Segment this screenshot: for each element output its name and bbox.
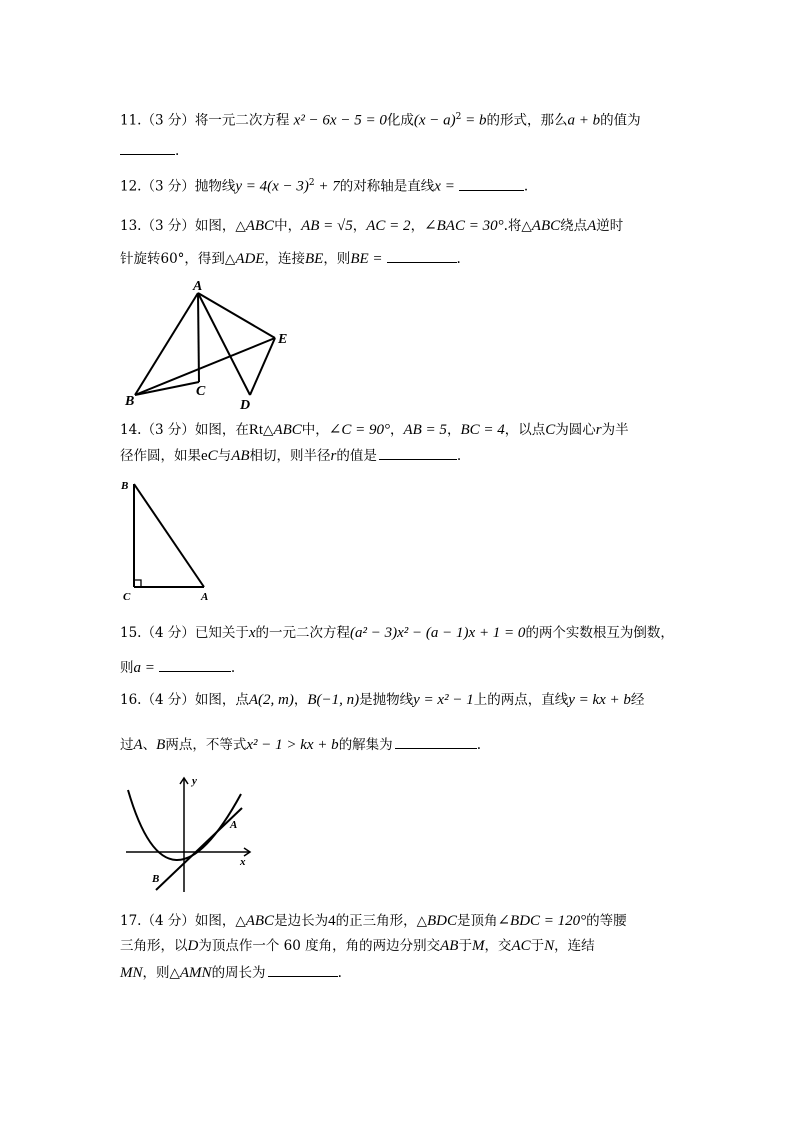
answer-blank-q13[interactable]	[387, 248, 457, 263]
q14-text: 14.（3 分）如图，在	[120, 422, 249, 438]
q13-text: ，则	[323, 251, 351, 267]
q16-text: 两点，不等式	[165, 737, 247, 753]
q17-angle: ∠BDC = 120°	[497, 913, 587, 929]
answer-blank-q12[interactable]	[459, 176, 524, 191]
q11-text: 化成	[386, 112, 414, 129]
q14-text: 中，	[301, 422, 329, 438]
q11-target-form-rhs: = b	[461, 112, 487, 129]
q16-line-eq: y = kx + b	[568, 692, 631, 708]
q14-point-c: C	[207, 448, 218, 464]
q15-text: 的两个实数根互为倒数，	[525, 625, 674, 641]
q13-line1: 13.（3 分）如图，△ABC中，AB = √5，AC = 2，∠BAC = 30°.将△ABC绕点A逆时	[120, 218, 624, 234]
q13-text: 绕点	[560, 218, 588, 234]
q13-ab: AB = √5	[301, 218, 353, 234]
q12-line: 12.（3 分）抛物线$y = 4(x - 3)^2 + 7$的对称轴是直线x = .	[120, 173, 528, 197]
q17-text: 17.（4 分）如图，△	[120, 913, 246, 929]
q13-text: ，连接	[264, 251, 305, 267]
q15-line1	[120, 623, 674, 643]
q12-text: 的对称轴是直线	[339, 178, 435, 195]
answer-blank-q15[interactable]	[159, 657, 231, 672]
q16-text: 的解集为	[338, 737, 393, 753]
fig13-label-b: B	[125, 394, 135, 409]
q17-abc: ABC	[245, 913, 275, 929]
q16-inequality: x² − 1 > kx + b	[246, 737, 339, 753]
q17-line1	[120, 911, 627, 931]
q11-line2: .	[120, 140, 179, 161]
q17-ac: AC	[511, 938, 531, 954]
q14-ab: AB = 5	[403, 422, 447, 438]
q11-expression: a + b	[567, 112, 601, 129]
fig14-label-b: B	[121, 480, 129, 492]
q14-text: 与	[217, 448, 232, 464]
q13-abc: ABC	[531, 218, 561, 234]
q14-angle: ∠C = 90°	[328, 422, 390, 438]
q13-text: 13.（3 分）如图，△	[120, 218, 246, 234]
q13-be: BE	[304, 251, 324, 267]
q14-figure	[118, 476, 218, 604]
answer-blank-q11[interactable]	[120, 140, 175, 155]
q12-text: 12.（3 分）抛物线	[120, 178, 236, 195]
q13-abc: ABC	[245, 218, 275, 234]
q12-exponent: 2	[308, 178, 315, 188]
q17-text: ，则△	[142, 965, 180, 981]
q17-text: 是顶角	[456, 913, 498, 929]
q15-text: 则	[120, 660, 134, 676]
q15-equation: (a² − 3)x² − (a − 1)x + 1 = 0	[350, 625, 526, 641]
q15-text: 的一元二次方程	[255, 625, 351, 641]
q17-text: 的周长为	[211, 965, 266, 981]
q11-text: 的形式，那么	[486, 112, 568, 129]
q16-line1	[120, 690, 644, 710]
q17-line2	[120, 936, 595, 956]
q17-point-d: D	[187, 938, 199, 954]
q14-text: 的值是	[336, 448, 377, 464]
q11-line1	[120, 107, 641, 131]
q14-line1: 14.（3 分）如图，在Rt△ABC中，∠C = 90°，AB = 5，BC = 4，以点C为圆心r为半	[120, 422, 629, 438]
q17-text: ，交	[484, 938, 512, 954]
q13-angle: ∠BAC = 30°	[424, 218, 504, 234]
q11-target-form: (x − a)	[413, 112, 456, 129]
fig13-label-a: A	[193, 279, 203, 294]
q13-text: .将△	[503, 218, 532, 234]
q13-text: 针旋转60°，得到△	[120, 251, 236, 267]
q14-circle-symbol: e	[201, 448, 208, 464]
q15-text: 15.（4 分）已知关于	[120, 625, 249, 641]
q11-exponent: 2	[455, 112, 462, 122]
q17-point-n: N	[544, 938, 555, 954]
q17-mn: MN	[120, 965, 143, 981]
q16-text: 、	[142, 737, 157, 753]
q14-ab: AB	[231, 448, 250, 464]
q16-point-b: B(−1, n)	[307, 692, 360, 708]
q14-text: 径作圆，如果	[120, 448, 201, 464]
q16-parabola: y = x² − 1	[413, 692, 474, 708]
q17-text: 于	[458, 938, 472, 954]
q13-line2: 针旋转60°，得到△ADE，连接BE，则BE = .	[120, 248, 461, 269]
q17-text: 于	[530, 938, 545, 954]
q13-ade: ADE	[235, 251, 265, 267]
q14-text: 相切，则半径	[249, 448, 331, 464]
q16-text: 是抛物线	[359, 692, 414, 708]
fig16-label-a: A	[230, 819, 238, 831]
q16-text: 16.（4 分）如图，点	[120, 692, 249, 708]
answer-blank-q16[interactable]	[395, 734, 477, 749]
fig16-label-x: x	[240, 856, 246, 868]
q14-text: 为圆心	[555, 422, 596, 438]
q14-text: △	[263, 422, 274, 438]
answer-blank-q14[interactable]	[379, 445, 457, 460]
q17-bdc: BDC	[426, 913, 457, 929]
q11-text: 11.（3 分）将一元二次方程	[120, 112, 294, 129]
fig13-label-e: E	[278, 332, 288, 347]
q16-text: 过	[120, 737, 134, 753]
q14-text: ，以点	[504, 422, 546, 438]
q13-figure	[120, 278, 305, 413]
q14-radius: r	[330, 448, 337, 464]
q17-ab: AB	[440, 938, 459, 954]
q17-text: 三角形，以	[120, 938, 188, 954]
q16-figure	[118, 770, 258, 898]
q17-text: 的等腰	[586, 913, 627, 929]
q14-radius: r	[595, 422, 602, 438]
q14-point-c: C	[545, 422, 556, 438]
q17-amn: AMN	[179, 965, 212, 981]
q16-point-a: A(2, m)	[248, 692, 294, 708]
q17-line3: MN，则△AMN的周长为 .	[120, 962, 342, 983]
q14-bc: BC = 4	[460, 422, 505, 438]
q11-equation: x² − 6x − 5 = 0	[293, 112, 387, 129]
q17-text: 是边长为	[274, 913, 329, 929]
q13-text: 中，	[274, 218, 302, 234]
q17-text: ，连结	[554, 938, 595, 954]
q14-rt: Rt	[248, 422, 264, 438]
q16-text: 经	[630, 692, 645, 708]
q13-point: A	[587, 218, 597, 234]
fig13-label-c: C	[196, 384, 206, 399]
fig14-label-c: C	[123, 591, 131, 603]
fig13-label-d: D	[240, 398, 251, 413]
q12-equation: y = 4(x − 3)	[235, 178, 309, 195]
fig16-label-y: y	[192, 775, 197, 787]
q13-text: 逆时	[596, 218, 624, 234]
q12-lhs: x =	[434, 178, 455, 195]
q13-ac: AC = 2	[366, 218, 411, 234]
q16-text: ，	[293, 692, 308, 708]
q15-variable: x	[248, 625, 256, 641]
q12-equation-rest: + 7	[314, 178, 340, 195]
q17-text: 的正三角形，△	[335, 913, 427, 929]
q13-be-lhs: BE =	[350, 251, 383, 267]
q14-text: 为半	[601, 422, 629, 438]
fig16-label-b: B	[152, 873, 160, 885]
q11-text: 的值为	[600, 112, 641, 129]
q16-point-a: A	[133, 737, 143, 753]
q16-line2: 过A、B两点，不等式x² − 1 > kx + b的解集为 .	[120, 734, 481, 755]
q14-abc: ABC	[273, 422, 302, 438]
q15-line2: 则a = .	[120, 657, 235, 678]
q15-lhs: a =	[133, 660, 155, 676]
fig14-label-a: A	[201, 591, 209, 603]
q16-text: 上的两点，直线	[473, 692, 569, 708]
q17-point-m: M	[471, 938, 485, 954]
q14-line2: 径作圆，如果eC与AB相切，则半径r的值是 .	[120, 445, 461, 466]
q17-text: 为顶点作一个 60 度角，角的两边分别交	[198, 938, 441, 954]
answer-blank-q17[interactable]	[268, 962, 338, 977]
q17-number: 4	[328, 913, 336, 929]
q16-point-b: B	[156, 737, 166, 753]
